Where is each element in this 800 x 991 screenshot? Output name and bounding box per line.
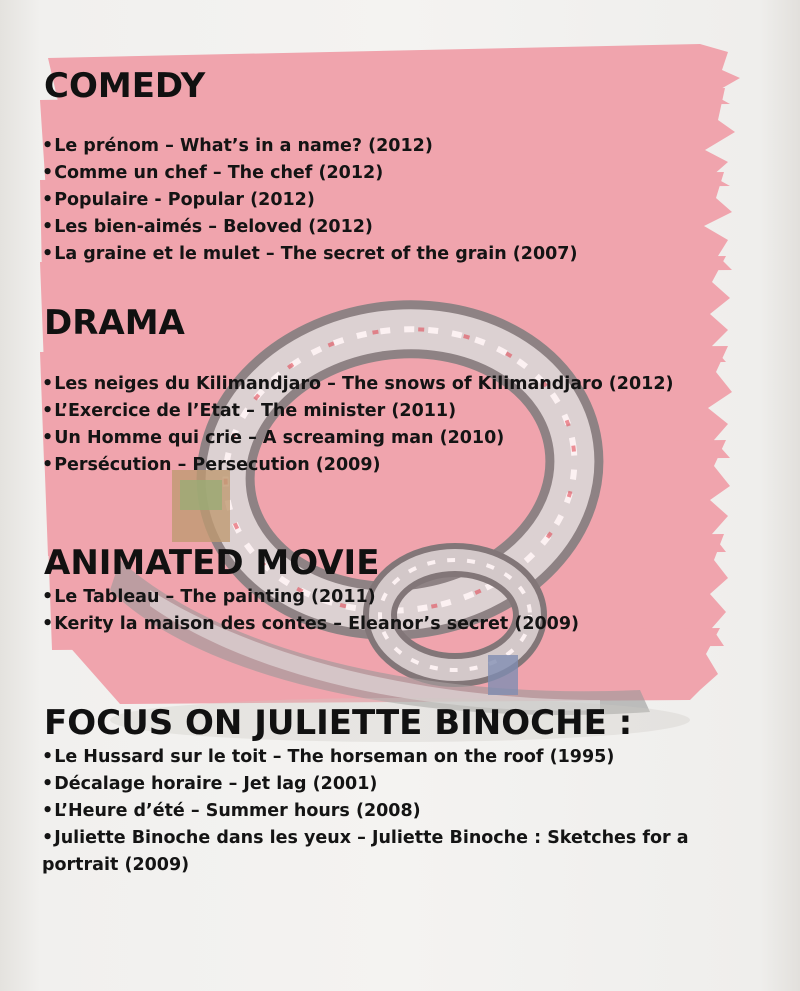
list-item <box>42 825 767 879</box>
list-item <box>42 398 674 425</box>
list-item <box>42 241 577 268</box>
section-title-comedy: COMEDY <box>44 66 206 106</box>
item-text: Comme un chef – The chef (2012) <box>54 163 384 183</box>
section-title-animated-movie: ANIMATED MOVIE <box>44 543 380 583</box>
item-text: Le Tableau – The painting (2011) <box>54 587 376 607</box>
animated-movie-list <box>42 584 579 638</box>
item-text: Décalage horaire – Jet lag (2001) <box>54 774 378 794</box>
section-title-drama: DRAMA <box>44 303 185 343</box>
item-text: Populaire - Popular (2012) <box>54 190 315 210</box>
bullet: • <box>42 190 54 210</box>
list-item <box>42 187 577 214</box>
bullet: • <box>42 374 54 394</box>
item-text: L’Exercice de l’Etat – The minister (2011) <box>54 401 457 421</box>
list-item <box>42 214 577 241</box>
list-item <box>42 133 577 160</box>
bullet: • <box>42 801 54 821</box>
bullet: • <box>42 428 54 448</box>
bullet: • <box>42 587 54 607</box>
item-text: Le Hussard sur le toit – The horseman on the roof (1995) <box>54 747 615 767</box>
bullet: • <box>42 163 54 183</box>
bullet: • <box>42 136 54 156</box>
bullet: • <box>42 774 54 794</box>
item-text: Un Homme qui crie – A screaming man (2010) <box>54 428 505 448</box>
bullet: • <box>42 828 54 848</box>
list-item <box>42 371 674 398</box>
section-title-focus-juliette-binoche: FOCUS ON JULIETTE BINOCHE : <box>44 703 633 743</box>
item-text: L’Heure d’été – Summer hours (2008) <box>54 801 421 821</box>
item-text: La graine et le mulet – The secret of the grain (2007) <box>54 244 578 264</box>
item-text: Juliette Binoche dans les yeux – Juliette Binoche : Sketches for a portrait (2009) <box>42 828 689 875</box>
focus-list <box>42 744 767 879</box>
list-item <box>42 584 579 611</box>
list-item <box>42 452 674 479</box>
list-item <box>42 425 674 452</box>
drama-list <box>42 371 674 479</box>
item-text: Persécution – Persecution (2009) <box>54 455 381 475</box>
item-text: Les neiges du Kilimandjaro – The snows of Kilimandjaro (2012) <box>54 374 674 394</box>
list-item <box>42 798 767 825</box>
bullet: • <box>42 217 54 237</box>
item-text: Le prénom – What’s in a name? (2012) <box>54 136 433 156</box>
list-item <box>42 160 577 187</box>
list-item <box>42 771 767 798</box>
item-text: Kerity la maison des contes – Eleanor’s secret (2009) <box>54 614 580 634</box>
bullet: • <box>42 747 54 767</box>
list-item <box>42 611 579 638</box>
bullet: • <box>42 401 54 421</box>
item-text: Les bien-aimés – Beloved (2012) <box>54 217 373 237</box>
list-item <box>42 744 767 771</box>
bullet: • <box>42 244 54 264</box>
comedy-list <box>42 133 577 268</box>
bullet: • <box>42 614 54 634</box>
bullet: • <box>42 455 54 475</box>
